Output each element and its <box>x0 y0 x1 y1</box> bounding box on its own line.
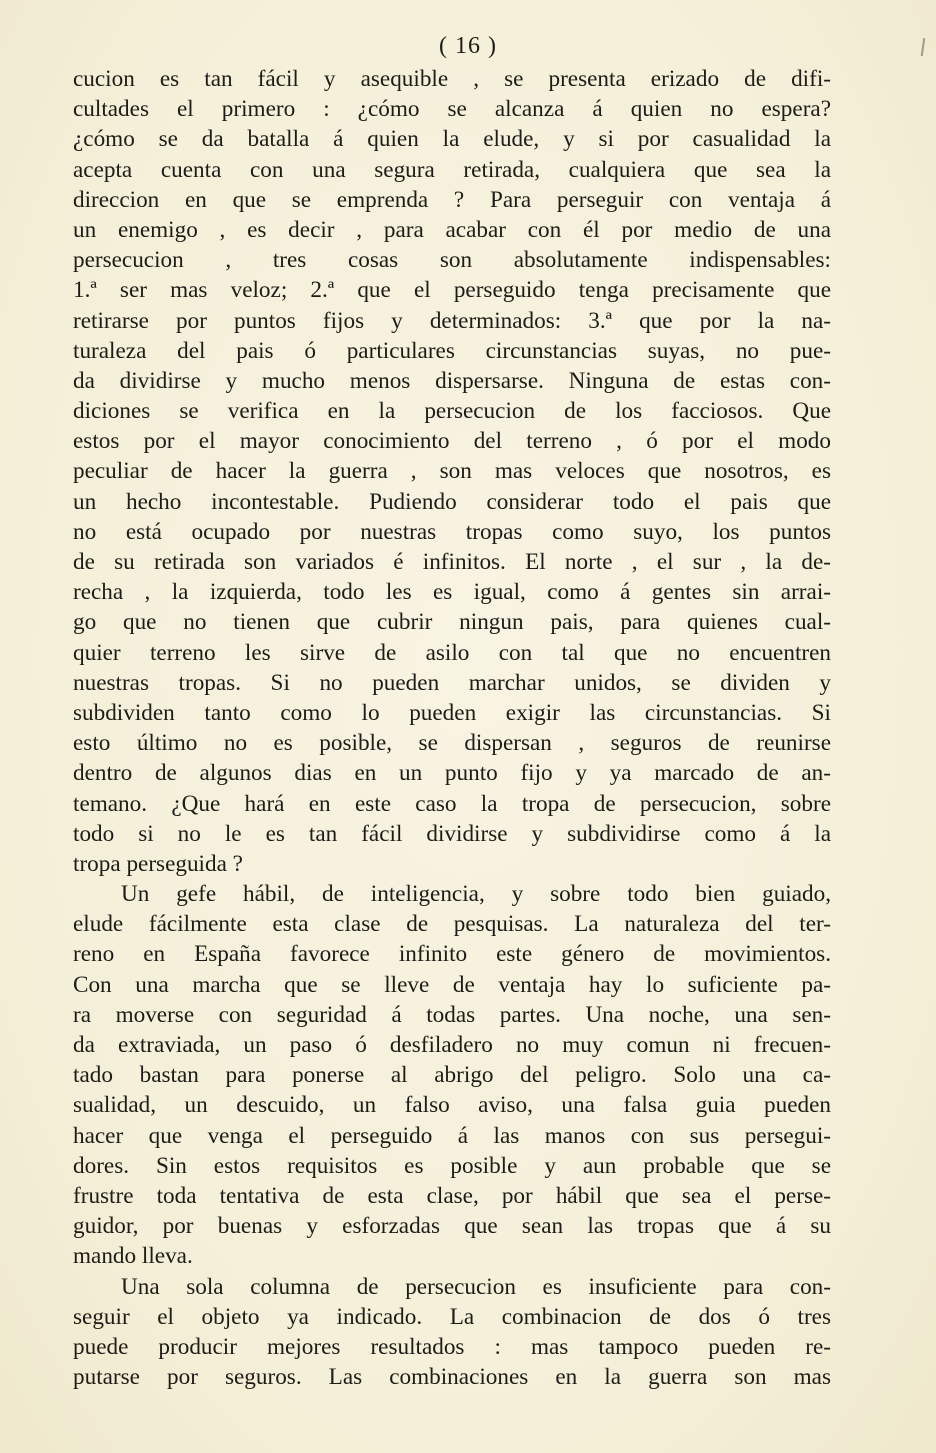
text-line: nuestras tropas. Si no pueden marchar unidos, se dividen y <box>73 669 831 696</box>
text-line: tado bastan para ponerse al abrigo del peligro. Solo una ca- <box>73 1062 831 1089</box>
text-line: cucion es tan fácil y asequible , se presenta erizado de difi- <box>73 66 831 92</box>
text-line: todo si no le es tan fácil dividirse y subdividirse como á la <box>73 820 831 847</box>
text-line: retirarse por puntos fijos y determinados: 3.ª que por la na- <box>73 307 831 334</box>
text-line: turaleza del pais ó particulares circunstancias suyas, no pue- <box>73 337 831 364</box>
text-line: Una sola columna de persecucion es insuficiente para con- <box>121 1273 831 1300</box>
text-line: da dividirse y mucho menos dispersarse. Ninguna de estas con- <box>73 367 831 394</box>
text-line: ra moverse con seguridad á todas partes. Una noche, una sen- <box>73 1001 831 1028</box>
text-line: temano. ¿Que hará en este caso la tropa de persecucion, sobre <box>73 790 831 817</box>
text-line: 1.ª ser mas veloz; 2.ª que el perseguido tenga precisamente que <box>73 277 831 304</box>
text-line: tropa perseguida ? <box>73 850 243 877</box>
text-line: Con una marcha que se lleve de ventaja hay lo suficiente pa- <box>73 971 831 998</box>
text-line: persecucion , tres cosas son absolutamente indispensables: <box>73 247 831 274</box>
text-line: elude fácilmente esta clase de pesquisas. La naturaleza del ter- <box>73 911 831 938</box>
text-line: esto último no es posible, se dispersan , seguros de reunirse <box>73 730 831 757</box>
text-line: Un gefe hábil, de inteligencia, y sobre todo bien guiado, <box>121 881 831 908</box>
text-line: peculiar de hacer la guerra , son mas veloces que nosotros, es <box>73 458 831 485</box>
text-line: diciones se verifica en la persecucion de los facciosos. Que <box>73 398 831 425</box>
text-line: puede producir mejores resultados : mas tampoco pueden re- <box>73 1333 831 1360</box>
text-line: sualidad, un descuido, un falso aviso, una falsa guia pueden <box>73 1092 831 1119</box>
text-line: un hecho incontestable. Pudiendo considerar todo el pais que <box>73 488 831 515</box>
text-line: putarse por seguros. Las combinaciones en la guerra son mas <box>73 1364 831 1391</box>
body-text <box>73 64 831 1392</box>
text-line: dentro de algunos dias en un punto fijo y ya marcado de an- <box>73 760 831 787</box>
text-line: frustre toda tentativa de esta clase, por hábil que sea el perse- <box>73 1182 831 1209</box>
text-line: dores. Sin estos requisitos es posible y aun probable que se <box>73 1152 831 1179</box>
text-line: subdividen tanto como lo pueden exigir las circunstancias. Si <box>73 699 831 726</box>
text-line: hacer que venga el perseguido á las manos con sus persegui- <box>73 1122 831 1149</box>
text-line: acepta cuenta con una segura retirada, cualquiera que sea la <box>73 156 831 183</box>
text-line: no está ocupado por nuestras tropas como suyo, los puntos <box>73 518 831 545</box>
text-line: ¿cómo se da batalla á quien la elude, y si por casualidad la <box>73 126 831 153</box>
text-line: de su retirada son variados é infinitos. El norte , el sur , la de- <box>73 549 831 575</box>
text-line: go que no tienen que cubrir ningun pais, para quienes cual- <box>73 609 831 636</box>
text-line: reno en España favorece infinito este género de movimientos. <box>73 941 831 968</box>
text-line: quier terreno les sirve de asilo con tal que no encuentren <box>73 639 831 666</box>
text-line: mando lleva. <box>73 1243 193 1270</box>
text-line: un enemigo , es decir , para acabar con él por medio de una <box>73 216 831 243</box>
text-line: recha , la izquierda, todo les es igual, como á gentes sin arrai- <box>73 579 831 606</box>
text-line: direccion en que se emprenda ? Para perseguir con ventaja á <box>73 186 831 213</box>
page-number: ( 16 ) <box>439 33 497 59</box>
text-line: guidor, por buenas y esforzadas que sean las tropas que á su <box>73 1213 831 1240</box>
text-line: cultades el primero : ¿cómo se alcanza á quien no espera? <box>73 96 831 123</box>
text-line: seguir el objeto ya indicado. La combinacion de dos ó tres <box>73 1303 831 1330</box>
text-line: estos por el mayor conocimiento del terreno , ó por el modo <box>73 428 831 455</box>
text-line: da extraviada, un paso ó desfiladero no muy comun ni frecuen- <box>73 1032 831 1058</box>
